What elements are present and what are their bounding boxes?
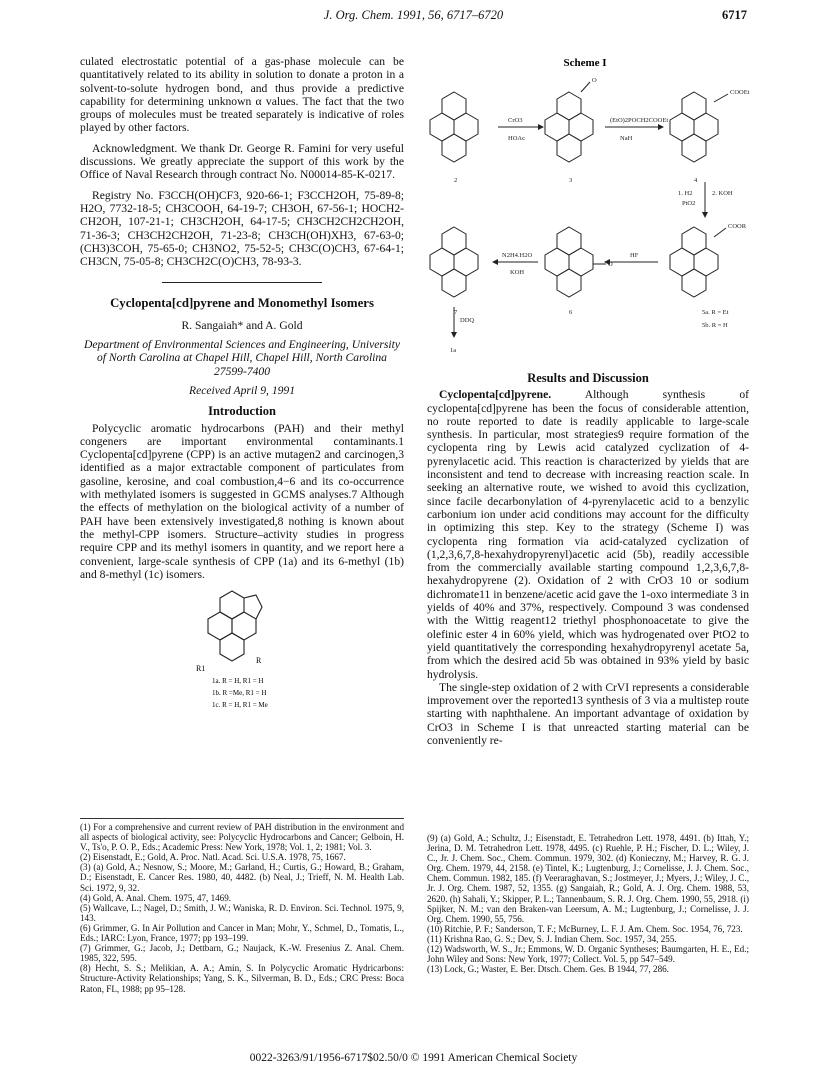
footnote-2: (2) Eisenstadt, E.; Gold, A. Proc. Natl. Acad. Sci. U.S.A. 1978, 75, 1667.: [80, 852, 346, 863]
page-footer: 0022-3263/91/1956-6717$02.50/0 © 1991 American Chemical Society: [249, 1052, 578, 1064]
reagent-pto2: PtO2: [682, 200, 696, 207]
label-1b: 1b. R =Me, R1 = H: [212, 689, 267, 698]
scheme-title: Scheme I: [563, 57, 607, 69]
page-header: [80, 8, 747, 26]
reagent-koh-2: 2. KOH: [712, 190, 733, 197]
footnote-8: (8) Hecht, S. S.; Melikian, A. A.; Amin, S. In Polycyclic Aromatic Hydricarbons: Structure-Activity Relationships; Yang, S. K., Silverman, B. D., Eds.; CRC Press: Boca Raton, FL, 1988; pp 95–128.: [80, 963, 404, 994]
label-3: 3: [569, 177, 573, 184]
intro-heading: Introduction: [208, 404, 276, 419]
cpp-lead: Cyclopenta[cd]pyrene.: [439, 388, 552, 402]
footnote-5: (5) Wallcave, L.; Nagel, D.; Smith, J. W.; Waniska, R. D. Environ. Sci. Technol. 1975, 9, 143.: [80, 902, 404, 923]
scheme-1: [420, 52, 750, 362]
footnote-13: (13) Lock, G.; Waster, E. Ber. Dtsch. Chem. Ges. B 1944, 77, 286.: [427, 964, 669, 975]
label-oxo-6: O: [608, 261, 613, 268]
label-1a-scheme: 1a: [450, 347, 457, 354]
continued-paragraph: culated electrostatic potential of a gas-phase molecule can be quantitatively related to its ability in solution to donate a proton in a solvent-to-solute hydrogen bond, and thus provide a predictive capability for determining unknown α values. The fact that the two groups of molecules must be treated separately is indicative of roles played by other factors.: [80, 55, 404, 135]
footnotes-right: [427, 830, 749, 974]
label-1c: 1c. R = H, R1 = Me: [212, 701, 268, 710]
reagent-wittig: (EtO)2POCH2COOEt: [610, 117, 669, 124]
reagent-hydrazine: N2H4.H2O: [502, 252, 533, 259]
journal-citation: J. Org. Chem. 1991, 56, 6717–6720: [323, 8, 504, 22]
reagent-koh: KOH: [510, 269, 525, 276]
authors: R. Sangaiah* and A. Gold: [181, 318, 303, 332]
label-7: 7: [454, 309, 458, 316]
reagent-hoac: HOAc: [508, 135, 525, 142]
structure-1: [80, 581, 404, 713]
reagent-hf: HF: [630, 252, 639, 259]
footnote-12: (12) Wadsworth, W. S., Jr.; Emmons, W. D. Organic Syntheses; Baumgarten, H. E., Ed.; John Wiley and Sons: New York, 1977; Collect. Vol. 5, pp 547–549.: [427, 944, 749, 965]
article-title: Cyclopenta[cd]pyrene and Monomethyl Isomers: [110, 296, 374, 311]
label-2: 2: [454, 177, 458, 184]
label-1a: 1a. R = H, R1 = H: [212, 677, 264, 686]
reagent-cro3: CrO3: [508, 117, 523, 124]
registry-numbers: Registry No. F3CCH(OH)CF3, 920-66-1; F3CCH2OH, 75-89-8; H2O, 7732-18-5; CH3COOH, 64-19-7; CH3OH, 67-56-1; HOCH2-CH2OH, 107-21-1; CH3CH2OH, 64-17-5; CH3CH2CH2CH2OH, 71-36-3; CH3CH2CH2OH, 71-23-8; CH3CH(OH)XH3, 67-63-0; (CH3)3COH, 75-65-0; CH3NO2, 75-52-5; CH3C(O)CH3, 67-64-1; CH3CN, 75-05-8; CH3CH2C(O)CH3, 78-93-3.: [80, 188, 404, 269]
reagent-ddq: DDQ: [460, 317, 475, 324]
reagent-nah: NaH: [620, 135, 633, 142]
footnote-3: (3) (a) Gold, A.; Nesnow, S.; Moore, M.; Garland, H.; Curtis, G.; Howard, B.; Graham, D.; Eisenstadt, E. Cancer Res. 1980, 40, 4482. (b) Neal, J.; Trieff, N. M. Health Lab. Sci. 1972, 9, 32.: [80, 862, 404, 893]
footnote-1: (1) For a comprehensive and current review of PAH distribution in the environment and all aspects of biological activity, see: Polycyclic Hydrocarbons and Cancer; Gelboin, H. V., Ts'o, P. O. P., Eds.; Academic Press: New York, 1978; Vol. 1, 2; 1981; Vol. 3.: [80, 822, 404, 853]
footnote-11: (11) Krishna Rao, G. S.; Dev, S. J. Indian Chem. Soc. 1957, 34, 255.: [427, 933, 677, 944]
label-cooet: COOEt: [730, 89, 750, 96]
label-oxo-3: O: [592, 77, 597, 84]
cyclopenta-pyrene-structure: [80, 581, 404, 713]
intro-paragraph: Polycyclic aromatic hydrocarbons (PAH) and their methyl congeners are important environmental contaminants.1 Cyclopenta[cd]pyrene (CPP) is an active mutagen2 and carcinogen,3 identified as a major extractable component of particulates from gasoline, kerosine, and coal combustion,4−6 and its co-occurrence with methylated isomers is suggested in GCMS analyses.7 Although the effects of methylation on the biological activity of a number of PAH have been extensively investigated,8 nothing is known about the methyl-CPP isomers. Structure–activity studies in progress require CPP and its methyl isomers in quantity, and we report here a convenient, large-scale synthesis of CPP (1a) and its 6-methyl (1b) and 8-methyl (1c) isomers.: [80, 421, 404, 581]
scheme-diagram: [420, 52, 750, 362]
results-heading: Results and Discussion: [527, 371, 649, 385]
footnotes-left: [80, 818, 404, 994]
page-number: 6717: [722, 8, 747, 22]
affiliation: Department of Environmental Sciences and Engineering, University of North Carolina at Chapel Hill, Chapel Hill, North Carolina 27599-7400: [83, 338, 401, 378]
r1-label: R1: [196, 664, 206, 674]
label-5b: 5b. R = H: [702, 322, 728, 329]
label-5a: 5a. R = Et: [702, 309, 729, 316]
results-paragraph-1: [427, 388, 749, 681]
left-column: [80, 55, 404, 713]
footnote-6: (6) Grimmer, G. In Air Pollution and Cancer in Man; Mohr, Y., Schmel, D., Tomatis, L., Eds.; IARC: Lyon, France, 1977; pp 193–199.: [80, 922, 404, 944]
label-coor: COOR: [728, 223, 747, 230]
results-text-1: Although synthesis of cyclopenta[cd]pyrene has been the focus of considerable attention, no route reported to date is readily applicable to large-scale synthesis. In particular, most strategies9 require formation of the cyclopenta ring by Lewis acid catalyzed cyclization of 4-pyrenylacetic acid. This reaction is characterized by yields that are inconsistent and tend to decrease with increasing reaction scale. In seeking an alternative route, we wished to avoid this cyclization, since facile decarbonylation of 4-pyrenylacetic acid to a benzylic carbonium ion under acid conditions may account for the difficulty in optimizing this step. Key to the strategy (Scheme I) was cyclopenta ring formation via acid-catalyzed cyclization of (1,2,3,6,7,8-hexahydropyrenyl)acetic acid (5b), readily accessible from the commercially available starting compound 1,2,3,6,7,8-hexahydropyrene (2). Oxidation of 2 with CrO3 10 or sodium dichromate11 in benzene/acetic acid gave the 1-oxo intermediate 3 in yields of 40% and 37%, respectively. Compound 3 was condensed with the Wittig reagent12 triethyl phosphonoacetate to give the olefinic ester 4 in 60% yield, which was hydrogenated over PtO2 to yield quantitatively the corresponding hexahydropyrenyl acetate 5a, from which the desired acid 5b was obtained in 93% yield by basic hydrolysis.: [427, 388, 749, 681]
footnote-9: (9) (a) Gold, A.; Schultz, J.; Eisenstadt, E. Tetrahedron Lett. 1978, 4491. (b) Ittah, Y.; Jerina, D. M. Tetrahedron Lett. 1978, 4495. (c) Ruehle, P. H.; Fischer, D. L.; Wiley, J. C., Jr. J. Chem. Soc., Chem. Commun. 1979, 302. (d) Konieczny, M.; Harvey, R. G. J. Org. Chem. 1979, 44, 2158. (e) Tintel, K.; Lugtenburg, J.; Cornelisse, J. J. Chem. Soc., Chem. Commun. 1982, 185. (f) Veeraraghavan, S.; Jostmeyer, J.; Myers, J.; Wiley, J. C., Jr. J. Org. Chem. 1987, 52, 1355. (g) Sangaiah, R.; Gold, A. J. Org. Chem. 1988, 53, 2620. (h) Sahali, Y.; Skipper, P. L.; Tannenbaum, S. R. J. Org. Chem. 1990, 55, 2918. (i) Spijker, N. M.; van den Braken-van Leersum, A. M.; Lugtenburg, J.; Cornelisse, J. J. Org. Chem. 1990, 55, 756.: [427, 833, 749, 924]
footnote-7: (7) Grimmer, G.; Jacob, J.; Dettbarn, G.; Naujack, K.-W. Fresenius Z. Anal. Chem. 1985, 322, 595.: [80, 943, 404, 964]
reagent-h2: 1. H2: [678, 190, 693, 197]
divider: [162, 282, 322, 283]
label-6: 6: [569, 309, 573, 316]
footnote-10: (10) Ritchie, P. F.; Sanderson, T. F.; McBurney, L. F. J. Am. Chem. Soc. 1954, 76, 723.: [427, 923, 743, 934]
label-4: 4: [694, 177, 698, 184]
acknowledgment: Acknowledgment. We thank Dr. George R. Famini for very useful discussions. We greatly appreciate the support of this work by the Office of Naval Research through contract No. N00014-85-K-0217.: [80, 141, 404, 182]
results-paragraph-2: The single-step oxidation of 2 with CrVI represents a considerable improvement over the reported13 synthesis of 3 via a multistep route starting with naphthalene. An important advantage of oxidation by CrO3 in Scheme I is that unreacted starting material can be conveniently re-: [427, 680, 749, 748]
received-date: Received April 9, 1991: [188, 383, 296, 397]
footnote-4: (4) Gold, A. Anal. Chem. 1975, 47, 1469.: [80, 892, 232, 903]
r-label: R: [256, 656, 262, 666]
right-column: [427, 372, 749, 747]
